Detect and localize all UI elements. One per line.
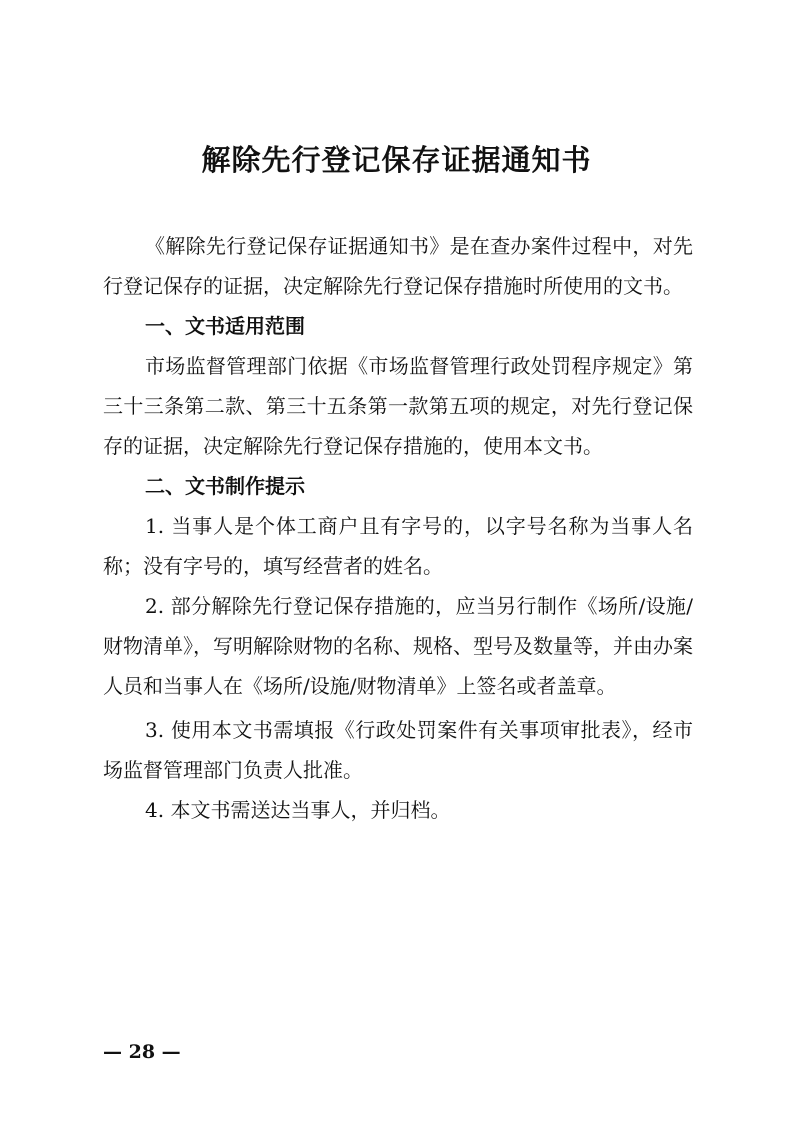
tip-item-3: 3. 使用本文书需填报《行政处罚案件有关事项审批表》，经市场监督管理部门负责人批准。	[103, 718, 693, 782]
document-body	[103, 226, 693, 830]
tip-item-4: 4. 本文书需送达当事人，并归档。	[145, 798, 451, 822]
page-number: — 28 —	[103, 1041, 181, 1063]
tip-item-1: 1. 当事人是个体工商户且有字号的，以字号名称为当事人名称；没有字号的，填写经营者的姓名。	[103, 514, 693, 578]
scope-paragraph: 市场监督管理部门依据《市场监督管理行政处罚程序规定》第三十三条第二款、第三十五条第一款第五项的规定，对先行登记保存的证据，决定解除先行登记保存措施的，使用本文书。	[103, 354, 693, 458]
tip-item-2: 2. 部分解除先行登记保存措施的，应当另行制作《场所/设施/财物清单》，写明解除财物的名称、规格、型号及数量等，并由办案人员和当事人在《场所/设施/财物清单》上签名或者盖章。	[103, 594, 693, 698]
section-heading-scope: 一、文书适用范围	[145, 314, 305, 338]
document-title: 解除先行登记保存证据通知书	[201, 143, 592, 177]
intro-paragraph: 《解除先行登记保存证据通知书》是在查办案件过程中，对先行登记保存的证据，决定解除先行登记保存措施时所使用的文书。	[103, 234, 693, 298]
section-heading-tips: 二、文书制作提示	[145, 474, 305, 498]
